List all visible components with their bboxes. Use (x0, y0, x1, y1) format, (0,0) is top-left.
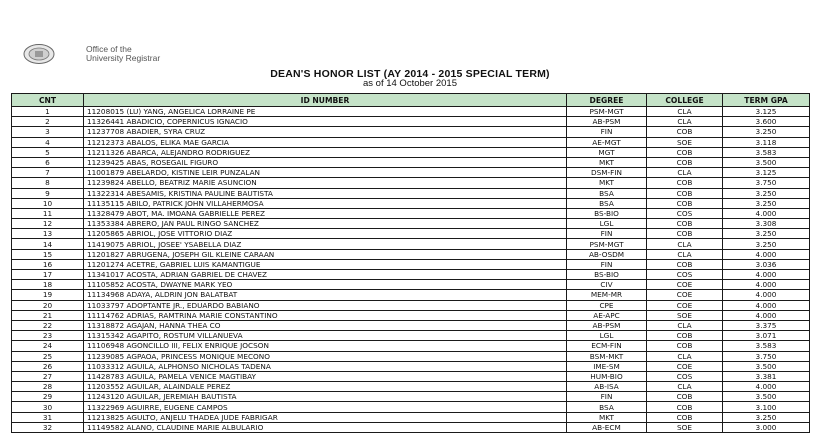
row-count-cell: 21 (12, 310, 84, 320)
row-gpa-cell: 3.600 (723, 117, 810, 127)
row-degree-cell: HUM-BIO (567, 371, 647, 381)
table-row (12, 208, 810, 218)
row-degree-cell: MKT (567, 412, 647, 422)
row-count-cell: 24 (12, 341, 84, 351)
table-row (12, 117, 810, 127)
row-degree-cell: FIN (567, 392, 647, 402)
row-count-cell: 12 (12, 219, 84, 229)
row-college-cell: COB (647, 412, 723, 422)
top-band (0, 0, 820, 36)
row-degree-cell: AB-OSDM (567, 249, 647, 259)
table-row (12, 300, 810, 310)
row-degree-cell: PSM-MGT (567, 239, 647, 249)
table-row (12, 320, 810, 330)
row-degree-cell: CIV (567, 280, 647, 290)
row-gpa-cell: 3.308 (723, 219, 810, 229)
row-count-cell: 10 (12, 198, 84, 208)
row-gpa-cell: 3.100 (723, 402, 810, 412)
row-id-name-cell: 11341017 ACOSTA, ADRIAN GABRIEL DE CHAVEZ (84, 270, 567, 280)
row-count-cell: 31 (12, 412, 84, 422)
table-row (12, 270, 810, 280)
table-row (12, 382, 810, 392)
row-degree-cell: BSA (567, 402, 647, 412)
row-college-cell: COB (647, 127, 723, 137)
row-gpa-cell: 4.000 (723, 310, 810, 320)
row-college-cell: COB (647, 392, 723, 402)
row-degree-cell: AB-PSM (567, 320, 647, 330)
row-college-cell: COB (647, 219, 723, 229)
row-gpa-cell: 4.000 (723, 208, 810, 218)
row-gpa-cell: 3.375 (723, 320, 810, 330)
row-gpa-cell: 4.000 (723, 249, 810, 259)
row-count-cell: 28 (12, 382, 84, 392)
row-degree-cell: BS-BIO (567, 208, 647, 218)
row-count-cell: 22 (12, 320, 84, 330)
row-gpa-cell: 3.750 (723, 351, 810, 361)
column-header-degree: DEGREE (567, 94, 647, 107)
row-gpa-cell: 3.000 (723, 422, 810, 432)
row-count-cell: 5 (12, 147, 84, 157)
row-id-name-cell: 11033312 AGUILA, ALPHONSO NICHOLAS TADENA (84, 361, 567, 371)
row-id-name-cell: 11114762 ADRIAS, RAMTRINA MARIE CONSTANTINO (84, 310, 567, 320)
row-college-cell: COB (647, 157, 723, 167)
row-count-cell: 16 (12, 259, 84, 269)
row-id-name-cell: 11315342 AGAPITO, ROSTUM VILLANUEVA (84, 331, 567, 341)
row-college-cell: COS (647, 208, 723, 218)
row-count-cell: 23 (12, 331, 84, 341)
row-id-name-cell: 11318872 AGAJAN, HANNA THEA CO (84, 320, 567, 330)
document-title: DEAN'S HONOR LIST (AY 2014 - 2015 SPECIAL TERM) (270, 68, 550, 80)
row-degree-cell: MGT (567, 147, 647, 157)
row-gpa-cell: 3.381 (723, 371, 810, 381)
row-gpa-cell: 3.250 (723, 229, 810, 239)
document-subtitle: as of 14 October 2015 (362, 78, 457, 89)
row-id-name-cell: 11211326 ABARCA, ALEJANDRO RODRIGUEZ (84, 147, 567, 157)
row-gpa-cell: 3.250 (723, 127, 810, 137)
row-college-cell: COB (647, 259, 723, 269)
row-count-cell: 9 (12, 188, 84, 198)
row-count-cell: 29 (12, 392, 84, 402)
row-gpa-cell: 4.000 (723, 382, 810, 392)
row-gpa-cell: 3.500 (723, 361, 810, 371)
row-gpa-cell: 3.500 (723, 392, 810, 402)
row-degree-cell: FIN (567, 259, 647, 269)
row-college-cell: COE (647, 300, 723, 310)
table-row (12, 341, 810, 351)
row-degree-cell: DSM-FIN (567, 168, 647, 178)
row-college-cell: COE (647, 290, 723, 300)
row-count-cell: 8 (12, 178, 84, 188)
row-id-name-cell: 11149582 ALANO, CLAUDINE MARIE ALBULARIO (84, 422, 567, 432)
row-id-name-cell: 11208015 (LU) YANG, ANGELICA LORRAINE PE (84, 107, 567, 117)
row-id-name-cell: 11239425 ABAS, ROSEGAIL FIGURO (84, 157, 567, 167)
row-degree-cell: AB-ISA (567, 382, 647, 392)
row-degree-cell: FIN (567, 229, 647, 239)
row-id-name-cell: 11201827 ABRUGENA, JOSEPH GIL KLEINE CARAAN (84, 249, 567, 259)
row-id-name-cell: 11213825 AGULTO, ANJELU THADEA JUDE FABRIGAR (84, 412, 567, 422)
row-degree-cell: AB-ECM (567, 422, 647, 432)
row-degree-cell: BSM-MKT (567, 351, 647, 361)
row-degree-cell: AE-MGT (567, 137, 647, 147)
table-row (12, 249, 810, 259)
row-id-name-cell: 11203552 AGUILAR, ALAINDALE PEREZ (84, 382, 567, 392)
row-id-name-cell: 11328479 ABOT, MA. IMOANA GABRIELLE PEREZ (84, 208, 567, 218)
row-count-cell: 11 (12, 208, 84, 218)
row-degree-cell: MKT (567, 157, 647, 167)
row-gpa-cell: 3.071 (723, 331, 810, 341)
row-college-cell: CLA (647, 107, 723, 117)
table-row (12, 331, 810, 341)
column-header-college: COLLEGE (647, 94, 723, 107)
column-header-term-gpa: TERM GPA (723, 94, 810, 107)
registrar-header (22, 40, 342, 68)
table-row (12, 259, 810, 269)
row-gpa-cell: 3.750 (723, 178, 810, 188)
row-count-cell: 3 (12, 127, 84, 137)
row-gpa-cell: 4.000 (723, 280, 810, 290)
table-row (12, 351, 810, 361)
office-line-1: Office of the (86, 44, 132, 54)
row-degree-cell: LGL (567, 219, 647, 229)
office-label (86, 45, 160, 63)
table-row (12, 392, 810, 402)
row-college-cell: COB (647, 198, 723, 208)
row-college-cell: CLA (647, 117, 723, 127)
row-count-cell: 7 (12, 168, 84, 178)
row-college-cell: CLA (647, 249, 723, 259)
row-count-cell: 27 (12, 371, 84, 381)
row-gpa-cell: 3.250 (723, 412, 810, 422)
column-header-cnt: CNT (12, 94, 84, 107)
row-degree-cell: LGL (567, 331, 647, 341)
row-college-cell: CLA (647, 351, 723, 361)
row-degree-cell: BS-BIO (567, 270, 647, 280)
row-degree-cell: IME-SM (567, 361, 647, 371)
table-row (12, 137, 810, 147)
row-count-cell: 4 (12, 137, 84, 147)
row-college-cell: COB (647, 341, 723, 351)
table-row (12, 412, 810, 422)
table-row (12, 107, 810, 117)
row-id-name-cell: 11134968 ADAYA, ALDRIN JON BALATBAT (84, 290, 567, 300)
table-row (12, 422, 810, 432)
row-id-name-cell: 11428783 AGUILA, PAMELA VENICE MAGTIBAY (84, 371, 567, 381)
row-college-cell: CLA (647, 382, 723, 392)
row-gpa-cell: 4.000 (723, 300, 810, 310)
row-count-cell: 2 (12, 117, 84, 127)
row-id-name-cell: 11326441 ABADICIO, COPERNICUS IGNACIO (84, 117, 567, 127)
row-gpa-cell: 3.250 (723, 188, 810, 198)
table-row (12, 402, 810, 412)
row-id-name-cell: 11212373 ABALOS, ELIKA MAE GARCIA (84, 137, 567, 147)
row-count-cell: 19 (12, 290, 84, 300)
row-college-cell: COS (647, 371, 723, 381)
honor-list-table (11, 93, 810, 433)
row-gpa-cell: 3.118 (723, 137, 810, 147)
row-college-cell: COE (647, 361, 723, 371)
row-degree-cell: PSM-MGT (567, 107, 647, 117)
row-id-name-cell: 11239824 ABELLO, BEATRIZ MARIE ASUNCION (84, 178, 567, 188)
row-degree-cell: BSA (567, 188, 647, 198)
table-row (12, 310, 810, 320)
row-degree-cell: MKT (567, 178, 647, 188)
table-row (12, 198, 810, 208)
table-row (12, 188, 810, 198)
row-id-name-cell: 11353384 ABRERO, JAN PAUL RINGO SANCHEZ (84, 219, 567, 229)
row-id-name-cell: 11205865 ABRIOL, JOSE VITTORIO DIAZ (84, 229, 567, 239)
row-college-cell: COB (647, 402, 723, 412)
row-id-name-cell: 11322314 ABESAMIS, KRISTINA PAULINE BAUTISTA (84, 188, 567, 198)
row-college-cell: COB (647, 229, 723, 239)
row-college-cell: SOE (647, 422, 723, 432)
row-gpa-cell: 3.250 (723, 239, 810, 249)
row-id-name-cell: 11001879 ABELARDO, KISTINE LEIR PUNZALAN (84, 168, 567, 178)
row-count-cell: 26 (12, 361, 84, 371)
row-count-cell: 6 (12, 157, 84, 167)
row-id-name-cell: 11033797 ADOPTANTE JR., EDUARDO BABIANO (84, 300, 567, 310)
row-degree-cell: AB-PSM (567, 117, 647, 127)
row-degree-cell: FIN (567, 127, 647, 137)
table-row (12, 229, 810, 239)
row-college-cell: COB (647, 331, 723, 341)
row-id-name-cell: 11322969 AGUIRRE, EUGENE CAMPOS (84, 402, 567, 412)
row-id-name-cell: 11201274 ACETRE, GABRIEL LUIS KAMANTIGUE (84, 259, 567, 269)
row-degree-cell: AE-APC (567, 310, 647, 320)
row-degree-cell: CPE (567, 300, 647, 310)
row-degree-cell: MEM-MR (567, 290, 647, 300)
row-gpa-cell: 3.500 (723, 157, 810, 167)
row-id-name-cell: 11419075 ABRIOL, JOSEE' YSABELLA DIAZ (84, 239, 567, 249)
row-count-cell: 13 (12, 229, 84, 239)
row-college-cell: COE (647, 280, 723, 290)
table-body (12, 107, 810, 433)
university-seal-icon (22, 43, 56, 65)
row-gpa-cell: 3.036 (723, 259, 810, 269)
table-row (12, 239, 810, 249)
row-gpa-cell: 4.000 (723, 290, 810, 300)
row-college-cell: CLA (647, 168, 723, 178)
table-row (12, 219, 810, 229)
row-degree-cell: ECM-FIN (567, 341, 647, 351)
row-gpa-cell: 3.583 (723, 147, 810, 157)
row-college-cell: COS (647, 270, 723, 280)
row-id-name-cell: 11135115 ABILO, PATRICK JOHN VILLAHERMOSA (84, 198, 567, 208)
row-id-name-cell: 11239085 AGPAOA, PRINCESS MONIQUE MECONO (84, 351, 567, 361)
table-row (12, 157, 810, 167)
row-college-cell: CLA (647, 239, 723, 249)
table-row (12, 168, 810, 178)
office-line-2: University Registrar (86, 53, 161, 63)
row-id-name-cell: 11237708 ABADIER, SYRA CRUZ (84, 127, 567, 137)
row-college-cell: SOE (647, 310, 723, 320)
row-gpa-cell: 3.125 (723, 107, 810, 117)
column-header-id-number: ID NUMBER (84, 94, 567, 107)
table-row (12, 290, 810, 300)
row-count-cell: 15 (12, 249, 84, 259)
table-row (12, 371, 810, 381)
row-count-cell: 1 (12, 107, 84, 117)
row-id-name-cell: 11106948 AGONCILLO III, FELIX ENRIQUE JOCSON (84, 341, 567, 351)
row-count-cell: 17 (12, 270, 84, 280)
table-header-row (12, 94, 810, 107)
row-count-cell: 14 (12, 239, 84, 249)
row-gpa-cell: 3.125 (723, 168, 810, 178)
row-college-cell: COB (647, 147, 723, 157)
row-college-cell: COB (647, 178, 723, 188)
row-count-cell: 25 (12, 351, 84, 361)
row-degree-cell: BSA (567, 198, 647, 208)
table-row (12, 361, 810, 371)
row-college-cell: COB (647, 188, 723, 198)
row-count-cell: 32 (12, 422, 84, 432)
row-count-cell: 20 (12, 300, 84, 310)
row-college-cell: CLA (647, 320, 723, 330)
table-row (12, 178, 810, 188)
row-college-cell: SOE (647, 137, 723, 147)
row-gpa-cell: 3.583 (723, 341, 810, 351)
row-id-name-cell: 11105852 ACOSTA, DWAYNE MARK YEO (84, 280, 567, 290)
row-gpa-cell: 3.250 (723, 198, 810, 208)
table-row (12, 127, 810, 137)
row-count-cell: 30 (12, 402, 84, 412)
row-gpa-cell: 4.000 (723, 270, 810, 280)
row-count-cell: 18 (12, 280, 84, 290)
table-row (12, 280, 810, 290)
row-id-name-cell: 11243120 AGUILAR, JEREMIAH BAUTISTA (84, 392, 567, 402)
table-row (12, 147, 810, 157)
